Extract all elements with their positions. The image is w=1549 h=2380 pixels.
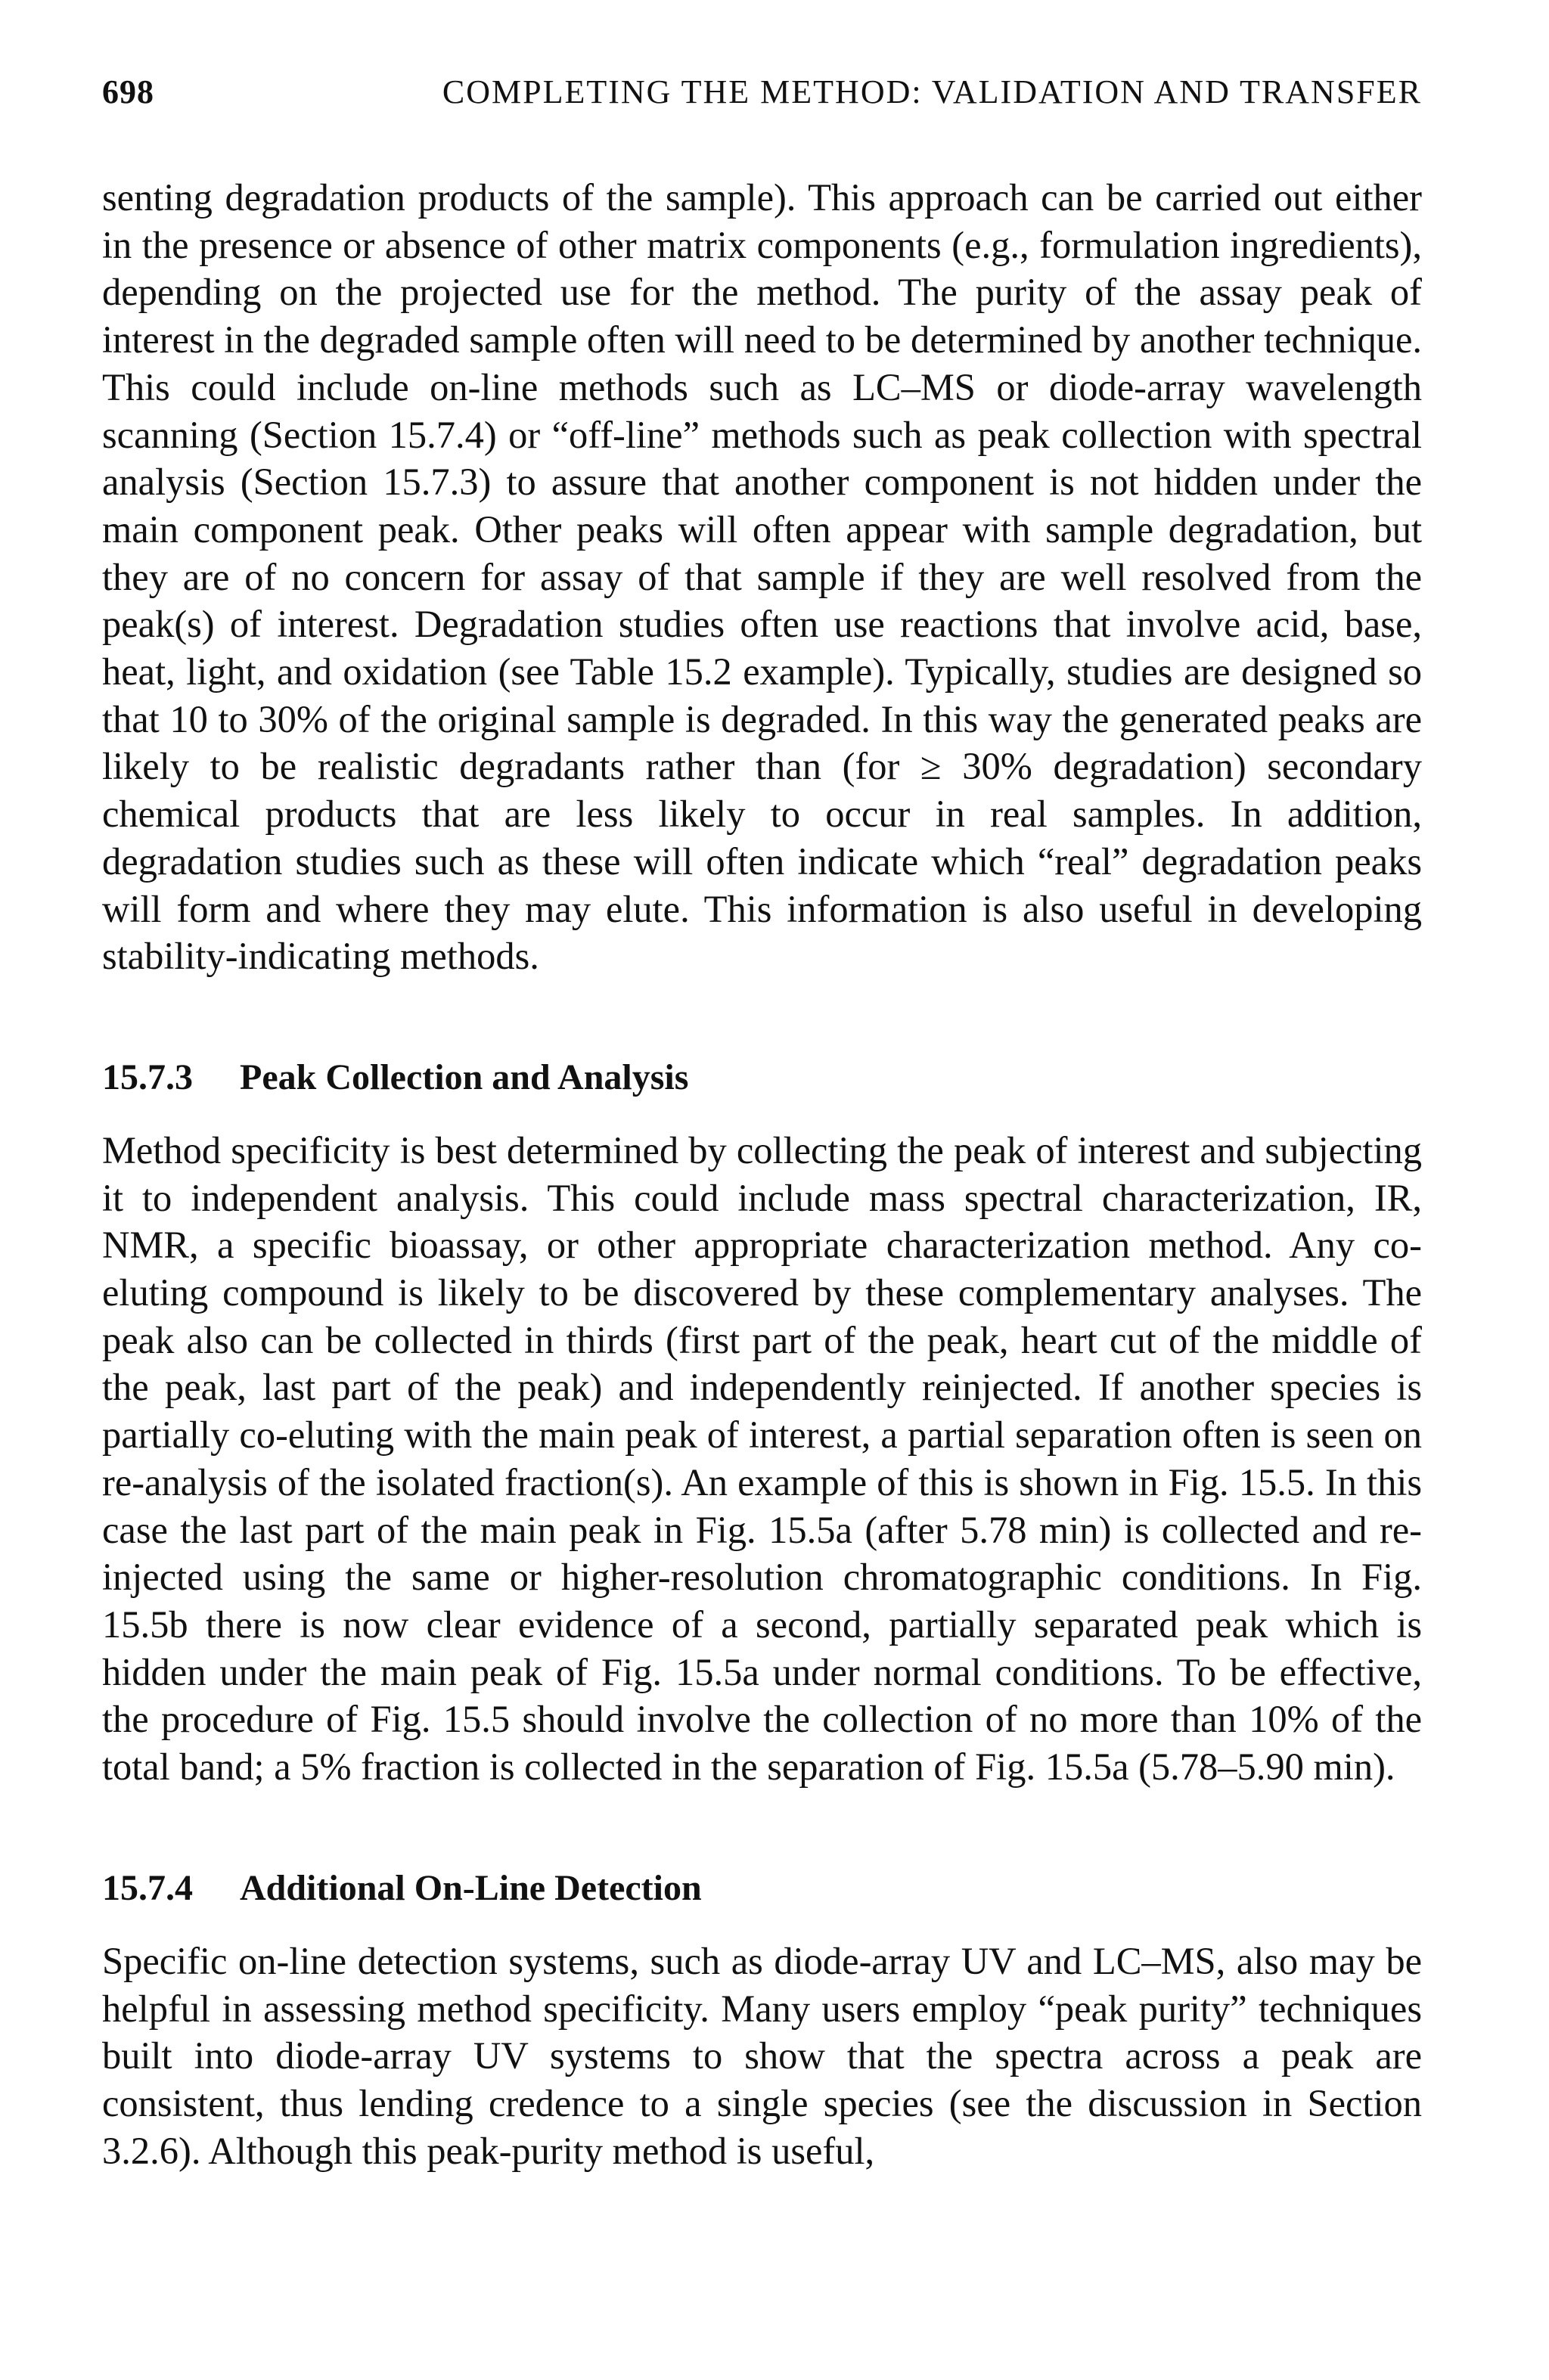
body-paragraph: Specific on-line detection systems, such as diode-array UV and LC–MS, also may be helpful in assessing method specificity. Many users employ “peak purity” techniques built into diode-array UV systems to show that the spectra across a peak are consistent, thus lending credence to a single species (see the discussion in Section 3.2.6). Although this peak-purity method is useful, <box>102 1939 1422 2172</box>
section-title: Peak Collection and Analysis <box>240 1057 689 1097</box>
page <box>102 73 1422 2174</box>
section-number: 15.7.3 <box>102 1057 193 1097</box>
page-number: 698 <box>102 73 154 110</box>
section-number: 15.7.4 <box>102 1867 193 1908</box>
running-header <box>102 73 1422 115</box>
section-heading <box>102 1054 1422 1101</box>
running-title: COMPLETING THE METHOD: VALIDATION AND TRANSFER <box>442 73 1422 110</box>
body-paragraph: senting degradation products of the sample). This approach can be carried out either in the presence or absence of other matrix components (e.g., formulation ingredients), depending on the projected use for the method. The purity of the assay peak of interest in the degraded sample often will need to be determined by another technique. This could include on-line methods such as LC–MS or diode-array wavelength scanning (Section 15.7.4) or “off-line” methods such as peak collection with spectral analysis (Section 15.7.3) to assure that another component is not hidden under the main component peak. Other peaks will often appear with sample degradation, but they are of no concern for assay of that sample if they are well resolved from the peak(s) of interest. Degradation studies often use reactions that involve acid, base, heat, light, and oxidation (see Table 15.2 example). Typically, studies are designed so that 10 to 30% of the original sample is degraded. In this way the generated peaks are likely to be realistic degradants rather than (for ≥ 30% degradation) secondary chemical products that are less likely to occur in real samples. In addition, degradation studies such as these will often indicate which “real” degradation peaks will form and where they may elute. This information is also useful in developing stability-indicating methods. <box>102 176 1422 978</box>
section-title: Additional On-Line Detection <box>240 1867 702 1908</box>
section-heading <box>102 1865 1422 1912</box>
body-paragraph: Method specificity is best determined by collecting the peak of interest and subjecting it to independent analysis. This could include mass spectral characterization, IR, NMR, a specific bioassay, or other appropriate characterization method. Any co-eluting compound is likely to be discovered by these complementary analyses. The peak also can be collected in thirds (first part of the peak, heart cut of the middle of the peak, last part of the peak) and independently reinjected. If another species is partially co-eluting with the main peak of interest, a partial separation often is seen on re-analysis of the isolated fraction(s). An example of this is shown in Fig. 15.5. In this case the last part of the main peak in Fig. 15.5a (after 5.78 min) is collected and re-injected using the same or higher-resolution chromatographic conditions. In Fig. 15.5b there is now clear evidence of a second, partially separated peak which is hidden under the main peak of Fig. 15.5a under normal conditions. To be effective, the procedure of Fig. 15.5 should involve the collection of no more than 10% of the total band; a 5% fraction is collected in the separation of Fig. 15.5a (5.78–5.90 min). <box>102 1128 1422 1789</box>
